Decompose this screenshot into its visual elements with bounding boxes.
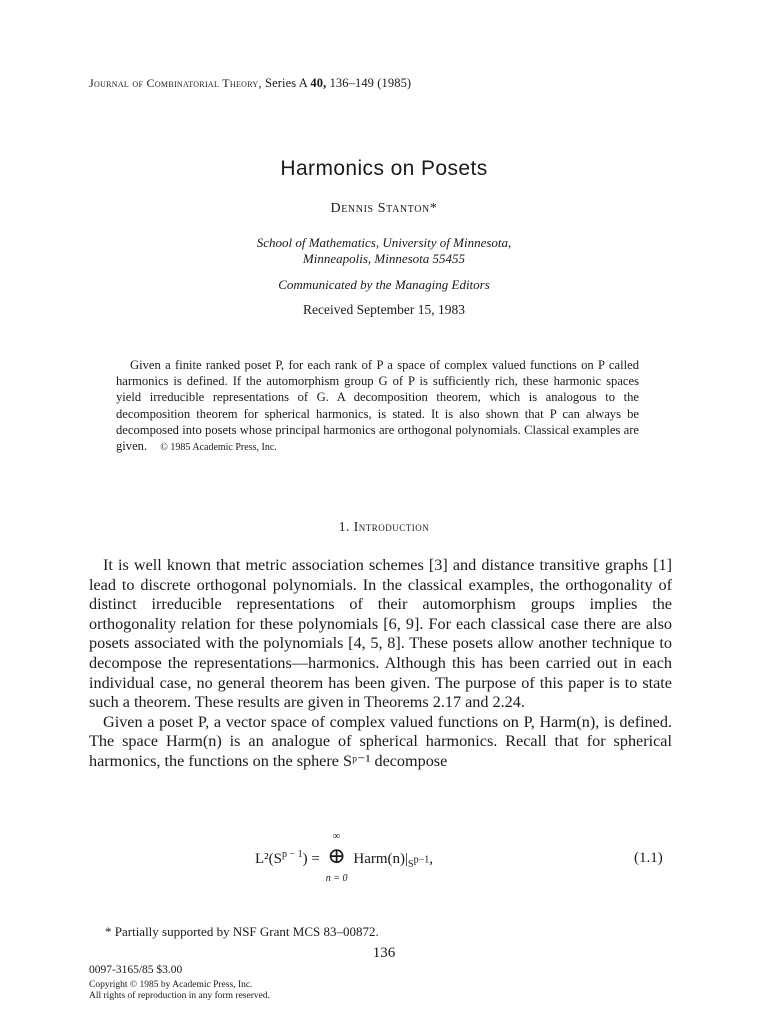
journal-series: Series A bbox=[265, 76, 308, 90]
communicated-by: Communicated by the Managing Editors bbox=[278, 277, 490, 292]
journal-volume: 40, bbox=[310, 76, 327, 90]
copyright-line-1: Copyright © 1985 by Academic Press, Inc. bbox=[89, 980, 253, 990]
body-paragraph: It is well known that metric association schemes [3] and distance transitive graphs [1] lead to discrete orthogonal polynomials. In the classical examples, the orthogonality of distinct irreducible representations of their automorphism groups implies the orthogonality relation for these polynomials [6, 9]. For each classical case there are also posets associated with the polynomials [4, 5, 8]. These posets allow another technique to decompose the representations—harmonics. Although this has been carried out in each individual case, no general theorem has been given. The purpose of this paper is to state such a theorem. These results are given in Theorems 2.17 and 2.24. bbox=[89, 556, 672, 712]
footnote: * Partially supported by NSF Grant MCS 83–00872. bbox=[105, 924, 379, 939]
direct-sum-operator bbox=[324, 831, 350, 884]
author-name: Dennis Stanton* bbox=[330, 201, 438, 216]
section-heading bbox=[0, 519, 768, 535]
equation-lhs-superscript: p − 1 bbox=[282, 849, 303, 860]
journal-header bbox=[89, 76, 411, 91]
received-date: Received September 15, 1983 bbox=[303, 302, 465, 317]
affiliation-line-1: School of Mathematics, University of Minnesota, bbox=[256, 235, 512, 250]
equation-rhs-subscript: S bbox=[408, 859, 414, 870]
oplus-symbol: ⊕ bbox=[327, 843, 346, 868]
copyright-line-2: All rights of reproduction in any form reserved. bbox=[89, 991, 270, 1001]
equation-number: (1.1) bbox=[634, 850, 663, 866]
equation-rhs-end: , bbox=[429, 851, 433, 867]
section-title: Introduction bbox=[353, 519, 430, 534]
equation-lhs-close: ) = bbox=[302, 851, 320, 867]
body-text bbox=[89, 556, 672, 772]
journal-name: Journal of Combinatorial Theory, bbox=[89, 76, 262, 90]
journal-pages-year: 136–149 (1985) bbox=[329, 76, 412, 90]
affiliation-line-2: Minneapolis, Minnesota 55455 bbox=[302, 251, 466, 266]
article-code: 0097-3165/85 $3.00 bbox=[89, 964, 183, 976]
abstract-copyright: © 1985 Academic Press, Inc. bbox=[160, 442, 277, 454]
paper-title: Harmonics on Posets bbox=[280, 157, 488, 180]
equation-rhs: Harm(n)| bbox=[353, 851, 409, 867]
body-paragraph: Given a poset P, a vector space of complex valued functions on P, Harm(n), is defined. The space Harm(n) is an analogue of spherical harmonics. Recall that for spherical harmonics, the functions on the sphere Sᵖ⁻¹ decompose bbox=[89, 712, 672, 770]
copyright-notice bbox=[89, 980, 270, 1002]
sum-upper-limit: ∞ bbox=[333, 831, 341, 842]
abstract bbox=[116, 357, 639, 456]
equation-lhs: L²(S bbox=[255, 851, 282, 867]
equation-1-1 bbox=[255, 831, 433, 884]
sum-lower-limit: n = 0 bbox=[325, 873, 348, 884]
section-number: 1. bbox=[338, 519, 350, 534]
abstract-text: Given a finite ranked poset P, for each rank of P a space of complex valued functions on P called harmonics is defined. If the automorphism group G of P is sufficiently rich, these harmonic spaces yield irreducible representations of G. A decomposition theorem, which is analogous to the decomposition theorem for spherical harmonics, is stated. It is also shown that P can always be decomposed into posets whose principal harmonics are orthogonal polynomials. Classical examples are given. bbox=[116, 358, 639, 454]
equation-rhs-subscript-sup: p−1 bbox=[413, 854, 430, 866]
page-number: 136 bbox=[372, 945, 396, 961]
